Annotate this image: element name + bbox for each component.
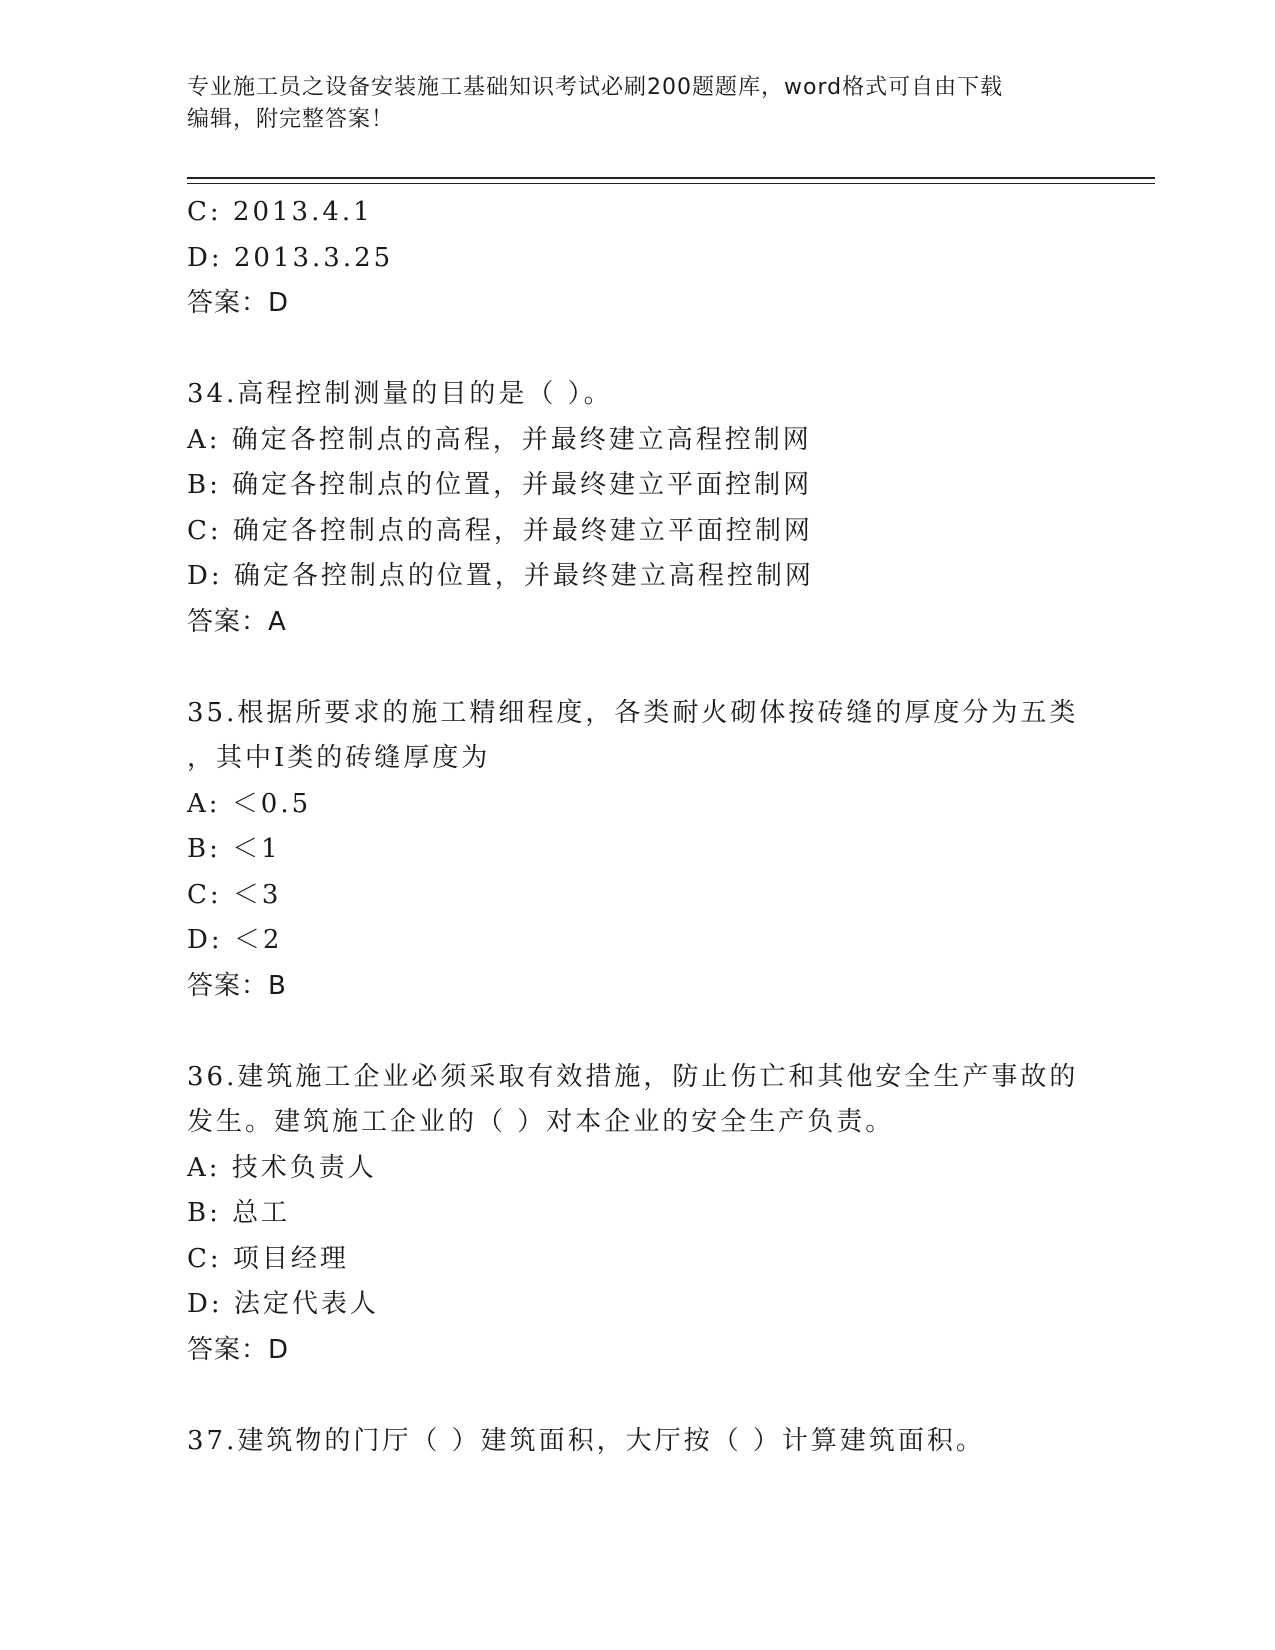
question-35-option-b: B: ＜1 — [187, 834, 281, 864]
question-list — [187, 190, 1087, 1464]
spacer — [187, 1009, 1087, 1055]
question-35-text-line-1: 35.根据所要求的施工精细程度，各类耐火砌体按砖缝的厚度分为五类 — [187, 697, 1079, 728]
header-divider-thin — [187, 183, 1155, 184]
question-35-option-d: D: ＜2 — [187, 925, 283, 955]
question-36-text-line-1: 36.建筑施工企业必须采取有效措施，防止伤亡和其他安全生产事故的 — [187, 1061, 1079, 1092]
document-header — [187, 72, 1067, 136]
answer-label: 答案：D — [187, 288, 290, 318]
question-36-option-a: A: 技术负责人 — [187, 1152, 377, 1183]
spacer — [187, 1373, 1087, 1419]
question-34-option-b: B: 确定各控制点的位置，并最终建立平面控制网 — [187, 470, 813, 500]
question-34-option-a: A: 确定各控制点的高程，并最终建立高程控制网 — [187, 424, 812, 455]
question-34-option-d: D: 确定各控制点的位置，并最终建立高程控制网 — [187, 561, 814, 591]
question-35-answer: 答案：B — [187, 970, 287, 1001]
question-35-option-c: C: ＜3 — [187, 879, 282, 910]
question-36-option-c: C: 项目经理 — [187, 1243, 349, 1274]
question-36-option-d: D: 法定代表人 — [187, 1289, 379, 1319]
spacer — [187, 645, 1087, 691]
question-34-text: 34.高程控制测量的目的是（ ）。 — [187, 379, 613, 409]
header-title-line-2: 编辑，附完整答案！ — [187, 107, 395, 132]
option-c: C: 2013.4.1 — [187, 197, 373, 227]
question-36-text-line-2: 发生。建筑施工企业的（ ）对本企业的安全生产负责。 — [187, 1107, 895, 1137]
question-34-answer: 答案：A — [187, 606, 287, 637]
question-34-option-c: C: 确定各控制点的高程，并最终建立平面控制网 — [187, 515, 813, 546]
question-36-answer: 答案：D — [187, 1334, 290, 1365]
header-title-line-1: 专业施工员之设备安装施工基础知识考试必刷200题题库，word格式可自由下载 — [187, 75, 1004, 100]
question-37-text: 37.建筑物的门厅（ ）建筑面积，大厅按（ ）计算建筑面积。 — [187, 1425, 985, 1456]
option-d: D: 2013.3.25 — [187, 242, 394, 273]
question-36-option-b: B: 总工 — [187, 1198, 291, 1228]
spacer — [187, 327, 1087, 373]
question-35-text-line-2: ，其中Ⅰ类的砖缝厚度为 — [187, 743, 491, 773]
header-divider-thick — [187, 177, 1155, 179]
question-35-option-a: A: ＜0.5 — [187, 788, 312, 819]
